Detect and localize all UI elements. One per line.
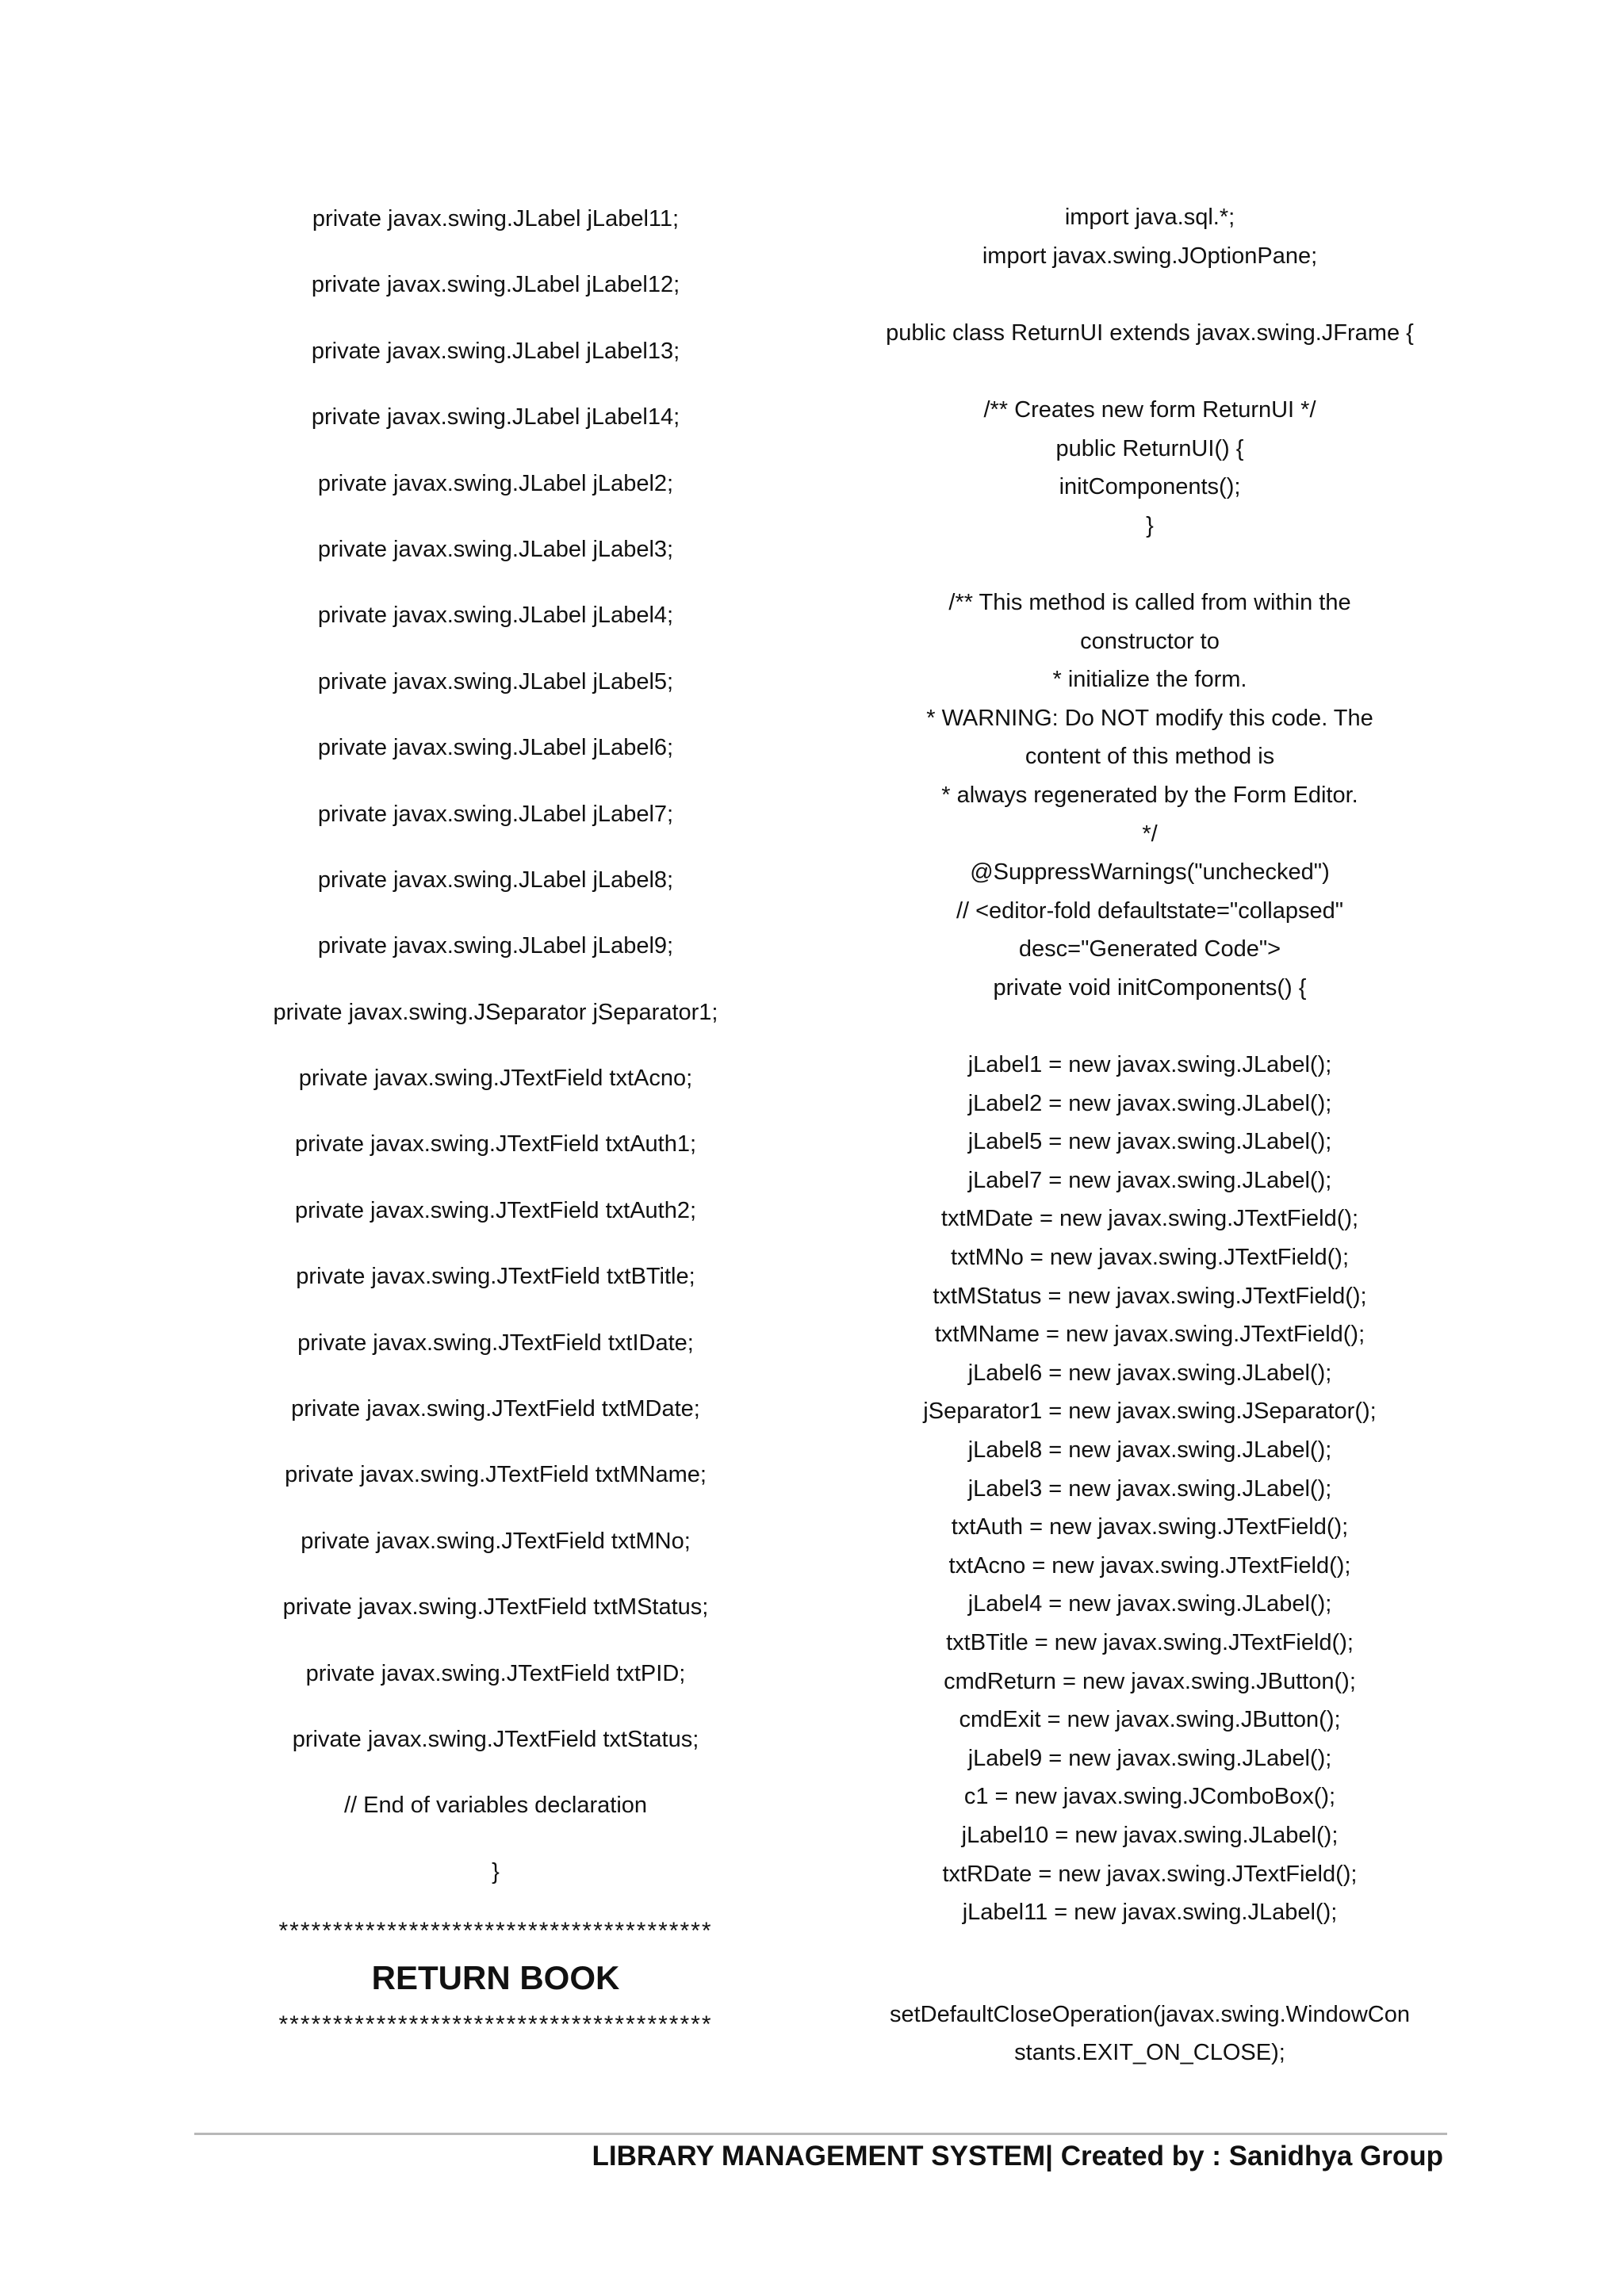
code-line: } xyxy=(1146,512,1154,538)
code-line: content of this method is xyxy=(1025,744,1275,770)
code-line: txtBTitle = new javax.swing.JTextField(); xyxy=(946,1629,1354,1655)
blank-line xyxy=(848,1007,1451,1046)
code-line: jLabel2 = new javax.swing.JLabel(); xyxy=(967,1090,1332,1116)
code-line: txtMName = new javax.swing.JTextField(); xyxy=(934,1322,1365,1348)
code-line: private javax.swing.JLabel jLabel14; xyxy=(311,404,680,430)
code-line: private javax.swing.JTextField txtMStatus; xyxy=(282,1594,709,1621)
code-line: private javax.swing.JLabel jLabel6; xyxy=(317,735,674,761)
section-heading: RETURN BOOK xyxy=(371,1959,620,1997)
code-line: private javax.swing.JLabel jLabel12; xyxy=(311,272,680,298)
code-line: * WARNING: Do NOT modify this code. The xyxy=(926,705,1373,731)
code-line: private javax.swing.JTextField txtBTitle; xyxy=(296,1264,695,1290)
code-line: private void initComponents() { xyxy=(993,974,1307,1001)
blank-line xyxy=(848,545,1451,584)
code-line: private javax.swing.JLabel jLabel13; xyxy=(311,338,680,364)
code-line: c1 = new javax.swing.JComboBox(); xyxy=(963,1784,1336,1810)
code-line: // End of variables declaration xyxy=(343,1793,648,1819)
code-line: * initialize the form. xyxy=(1052,667,1247,693)
footer-divider xyxy=(194,2133,1447,2135)
code-line: private javax.swing.JLabel jLabel8; xyxy=(317,867,674,893)
code-line: private javax.swing.JTextField txtStatus; xyxy=(292,1726,699,1752)
code-line: private javax.swing.JTextField txtIDate; xyxy=(297,1330,694,1356)
code-line: jLabel7 = new javax.swing.JLabel(); xyxy=(967,1167,1332,1193)
code-line: } xyxy=(492,1858,500,1885)
code-line: jLabel8 = new javax.swing.JLabel(); xyxy=(967,1437,1332,1463)
code-line: */ xyxy=(1142,821,1158,847)
code-line: private javax.swing.JLabel jLabel9; xyxy=(317,933,674,959)
code-line: @SuppressWarnings("unchecked") xyxy=(970,859,1330,886)
code-line: private javax.swing.JTextField txtAcno; xyxy=(298,1066,693,1092)
code-line: /** Creates new form ReturnUI */ xyxy=(983,396,1316,423)
code-line: /** This method is called from within the xyxy=(948,589,1351,615)
code-line: private javax.swing.JTextField txtMDate; xyxy=(291,1396,700,1422)
code-line: jLabel3 = new javax.swing.JLabel(); xyxy=(967,1475,1332,1502)
right-code-column xyxy=(848,198,1451,2072)
code-line: initComponents(); xyxy=(1059,474,1241,500)
code-line: jLabel1 = new javax.swing.JLabel(); xyxy=(967,1052,1332,1078)
stars-divider-bottom: **************************************** xyxy=(278,2011,713,2038)
left-code-column xyxy=(198,197,793,2041)
code-line: txtRDate = new javax.swing.JTextField(); xyxy=(942,1861,1358,1887)
blank-line xyxy=(848,352,1451,391)
code-line: * always regenerated by the Form Editor. xyxy=(941,782,1358,808)
code-line: constructor to xyxy=(1080,628,1220,654)
code-line: private javax.swing.JLabel jLabel4; xyxy=(317,603,674,629)
left-code-lines xyxy=(198,197,793,1915)
stars-divider-top: **************************************** xyxy=(278,1918,713,1945)
right-code-lines xyxy=(848,198,1451,2072)
code-line: txtAuth = new javax.swing.JTextField(); xyxy=(951,1514,1349,1540)
code-line: jLabel5 = new javax.swing.JLabel(); xyxy=(967,1129,1332,1155)
code-line: public ReturnUI() { xyxy=(1055,435,1244,461)
code-line: private javax.swing.JSeparator jSeparator1; xyxy=(273,999,718,1025)
code-line: desc="Generated Code"> xyxy=(1018,936,1281,962)
code-line: // <editor-fold defaultstate="collapsed" xyxy=(956,897,1344,924)
footer-text: LIBRARY MANAGEMENT SYSTEM| Created by : Sanidhya Group xyxy=(592,2141,1443,2172)
code-line: txtMNo = new javax.swing.JTextField(); xyxy=(950,1245,1350,1271)
code-line: jLabel4 = new javax.swing.JLabel(); xyxy=(967,1591,1332,1617)
code-line: setDefaultCloseOperation(javax.swing.WindowCon xyxy=(889,2001,1411,2027)
code-line: txtMStatus = new javax.swing.JTextField(); xyxy=(933,1283,1367,1309)
code-line: jLabel9 = new javax.swing.JLabel(); xyxy=(967,1745,1332,1771)
code-line: private javax.swing.JTextField txtAuth2; xyxy=(294,1197,697,1223)
code-line: jSeparator1 = new javax.swing.JSeparator(); xyxy=(923,1399,1377,1425)
code-line: public class ReturnUI extends javax.swing.JFrame { xyxy=(886,320,1414,346)
code-line: private javax.swing.JLabel jLabel11; xyxy=(312,206,680,232)
blank-line xyxy=(848,275,1451,314)
code-line: txtMDate = new javax.swing.JTextField(); xyxy=(940,1206,1359,1232)
code-line: jLabel10 = new javax.swing.JLabel(); xyxy=(961,1822,1339,1848)
code-line: private javax.swing.JTextField txtAuth1; xyxy=(294,1131,697,1158)
code-line: private javax.swing.JLabel jLabel5; xyxy=(317,668,674,695)
code-line: cmdExit = new javax.swing.JButton(); xyxy=(959,1707,1341,1733)
code-line: jLabel11 = new javax.swing.JLabel(); xyxy=(962,1900,1338,1926)
code-line: private javax.swing.JTextField txtMNo; xyxy=(301,1528,691,1554)
code-line: private javax.swing.JTextField txtMName; xyxy=(285,1462,707,1488)
code-line: import java.sql.*; xyxy=(1064,205,1235,230)
code-line: private javax.swing.JLabel jLabel3; xyxy=(317,536,674,562)
blank-line xyxy=(848,1932,1451,1996)
code-line: cmdReturn = new javax.swing.JButton(); xyxy=(944,1668,1356,1694)
code-line: txtAcno = new javax.swing.JTextField(); xyxy=(948,1552,1351,1578)
code-line: private javax.swing.JLabel jLabel7; xyxy=(317,801,674,827)
code-line: private javax.swing.JLabel jLabel2; xyxy=(317,470,674,496)
code-line: stants.EXIT_ON_CLOSE); xyxy=(1014,2040,1285,2066)
code-line: jLabel6 = new javax.swing.JLabel(); xyxy=(967,1360,1332,1386)
code-line: import javax.swing.JOptionPane; xyxy=(982,243,1318,269)
code-line: private javax.swing.JTextField txtPID; xyxy=(305,1660,686,1686)
